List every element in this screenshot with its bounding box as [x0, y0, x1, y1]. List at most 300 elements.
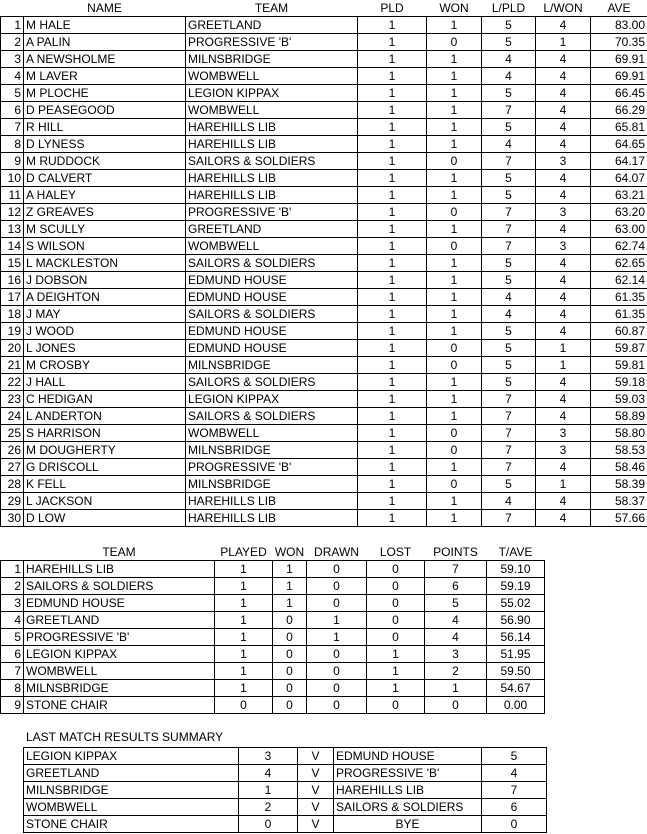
- team-cell: LEGION KIPPAX: [186, 391, 358, 408]
- away-score-cell: 4: [482, 765, 547, 782]
- ave-cell: 63.20: [591, 204, 647, 221]
- won-cell: 1: [427, 323, 482, 340]
- player-name-cell: M RUDDOCK: [24, 153, 186, 170]
- versus-cell: V: [298, 765, 334, 782]
- player-name-cell: M CROSBY: [24, 357, 186, 374]
- team-cell: SAILORS & SOLDIERS: [186, 255, 358, 272]
- lwon-cell: 1: [536, 340, 591, 357]
- team-cell: WOMBWELL: [186, 68, 358, 85]
- lpld-cell: 4: [482, 51, 536, 68]
- averages-row: [1, 51, 647, 68]
- drawn-cell: 1: [307, 629, 367, 646]
- played-cell: 1: [215, 612, 273, 629]
- team-cell: WOMBWELL: [186, 238, 358, 255]
- pld-cell: 1: [358, 187, 427, 204]
- lwon-cell: 4: [536, 408, 591, 425]
- results-table: [23, 747, 547, 833]
- lpld-cell: 5: [482, 85, 536, 102]
- team-cell: HAREHILLS LIB: [186, 170, 358, 187]
- player-name-cell: L JACKSON: [24, 493, 186, 510]
- lpld-cell: 5: [482, 476, 536, 493]
- ave-cell: 58.46: [591, 459, 647, 476]
- rank-cell: 14: [1, 238, 24, 255]
- team-cell: PROGRESSIVE 'B': [24, 629, 215, 646]
- rank-cell: 9: [1, 697, 24, 714]
- lwon-cell: 4: [536, 289, 591, 306]
- averages-header-ave: AVE: [607, 1, 631, 15]
- league-row: [1, 561, 545, 578]
- lpld-cell: 7: [482, 408, 536, 425]
- averages-row: [1, 136, 647, 153]
- league-header-row: [1, 544, 545, 561]
- averages-row: [1, 289, 647, 306]
- played-cell: 0: [215, 697, 273, 714]
- pld-cell: 1: [358, 459, 427, 476]
- rank-cell: 20: [1, 340, 24, 357]
- ave-cell: 59.18: [591, 374, 647, 391]
- player-name-cell: M DOUGHERTY: [24, 442, 186, 459]
- league-table: [0, 544, 545, 714]
- averages-row: [1, 442, 647, 459]
- team-cell: SAILORS & SOLDIERS: [24, 578, 215, 595]
- won-cell: 1: [427, 374, 482, 391]
- league-row: [1, 629, 545, 646]
- lwon-cell: 4: [536, 51, 591, 68]
- away-score-cell: 5: [482, 748, 547, 765]
- team-cell: PROGRESSIVE 'B': [186, 459, 358, 476]
- lost-cell: 0: [367, 595, 425, 612]
- lwon-cell: 4: [536, 391, 591, 408]
- won-cell: 1: [427, 51, 482, 68]
- league-header-team: TEAM: [102, 545, 136, 559]
- lpld-cell: 7: [482, 459, 536, 476]
- league-header-tave: T/AVE: [498, 545, 533, 559]
- league-row: [1, 612, 545, 629]
- lpld-cell: 7: [482, 204, 536, 221]
- pld-cell: 1: [358, 425, 427, 442]
- pld-cell: 1: [358, 306, 427, 323]
- player-name-cell: M HALE: [24, 17, 186, 34]
- rank-cell: 5: [1, 85, 24, 102]
- player-name-cell: J WOOD: [24, 323, 186, 340]
- won-cell: 0: [427, 340, 482, 357]
- pld-cell: 1: [358, 238, 427, 255]
- pld-cell: 1: [358, 68, 427, 85]
- points-cell: 4: [425, 629, 487, 646]
- player-name-cell: A PALIN: [24, 34, 186, 51]
- ave-cell: 64.65: [591, 136, 647, 153]
- averages-row: [1, 17, 647, 34]
- rank-cell: 19: [1, 323, 24, 340]
- rank-cell: 22: [1, 374, 24, 391]
- team-cell: MILNSBRIDGE: [186, 51, 358, 68]
- team-cell: SAILORS & SOLDIERS: [186, 374, 358, 391]
- team-cell: GREETLAND: [186, 17, 358, 34]
- averages-body: [1, 17, 647, 527]
- rank-cell: 2: [1, 34, 24, 51]
- player-name-cell: Z GREAVES: [24, 204, 186, 221]
- rank-cell: 6: [1, 102, 24, 119]
- averages-row: [1, 170, 647, 187]
- won-cell: 1: [427, 170, 482, 187]
- rank-cell: 7: [1, 119, 24, 136]
- pld-cell: 1: [358, 493, 427, 510]
- team-cell: MILNSBRIDGE: [186, 357, 358, 374]
- won-cell: 1: [427, 102, 482, 119]
- lpld-cell: 7: [482, 425, 536, 442]
- ave-cell: 62.14: [591, 272, 647, 289]
- won-cell: 1: [427, 272, 482, 289]
- rank-cell: 8: [1, 136, 24, 153]
- rank-cell: 29: [1, 493, 24, 510]
- lwon-cell: 4: [536, 170, 591, 187]
- played-cell: 1: [215, 646, 273, 663]
- lpld-cell: 4: [482, 493, 536, 510]
- results-body: [24, 748, 547, 833]
- team-cell: SAILORS & SOLDIERS: [186, 153, 358, 170]
- won-cell: 0: [427, 476, 482, 493]
- ave-cell: 58.80: [591, 425, 647, 442]
- home-team-cell: WOMBWELL: [24, 799, 239, 816]
- team-cell: MILNSBRIDGE: [186, 442, 358, 459]
- averages-row: [1, 68, 647, 85]
- won-cell: 0: [427, 34, 482, 51]
- league-row: [1, 697, 545, 714]
- pld-cell: 1: [358, 34, 427, 51]
- lwon-cell: 3: [536, 425, 591, 442]
- averages-row: [1, 357, 647, 374]
- points-cell: 5: [425, 595, 487, 612]
- player-name-cell: D PEASEGOOD: [24, 102, 186, 119]
- lwon-cell: 3: [536, 238, 591, 255]
- lpld-cell: 7: [482, 238, 536, 255]
- player-name-cell: K FELL: [24, 476, 186, 493]
- lost-cell: 1: [367, 663, 425, 680]
- won-cell: 1: [427, 306, 482, 323]
- pld-cell: 1: [358, 408, 427, 425]
- lwon-cell: 3: [536, 153, 591, 170]
- rank-cell: 4: [1, 612, 24, 629]
- lwon-cell: 4: [536, 374, 591, 391]
- ave-cell: 62.65: [591, 255, 647, 272]
- rank-cell: 6: [1, 646, 24, 663]
- player-name-cell: L ANDERTON: [24, 408, 186, 425]
- lpld-cell: 5: [482, 255, 536, 272]
- averages-row: [1, 340, 647, 357]
- rank-cell: 8: [1, 680, 24, 697]
- rank-cell: 30: [1, 510, 24, 527]
- won-cell: 1: [273, 578, 307, 595]
- tave-cell: 56.14: [487, 629, 545, 646]
- rank-cell: 1: [1, 17, 24, 34]
- team-cell: HAREHILLS LIB: [186, 136, 358, 153]
- team-cell: MILNSBRIDGE: [24, 680, 215, 697]
- averages-row: [1, 425, 647, 442]
- player-name-cell: J DOBSON: [24, 272, 186, 289]
- lost-cell: 0: [367, 561, 425, 578]
- tave-cell: 55.02: [487, 595, 545, 612]
- pld-cell: 1: [358, 476, 427, 493]
- won-cell: 0: [427, 425, 482, 442]
- lpld-cell: 4: [482, 289, 536, 306]
- home-score-cell: 3: [239, 748, 298, 765]
- ave-cell: 61.35: [591, 306, 647, 323]
- averages-header-lwon: L/WON: [543, 1, 583, 15]
- tave-cell: 51.95: [487, 646, 545, 663]
- lpld-cell: 5: [482, 34, 536, 51]
- pld-cell: 1: [358, 170, 427, 187]
- ave-cell: 62.74: [591, 238, 647, 255]
- pld-cell: 1: [358, 102, 427, 119]
- tave-cell: 54.67: [487, 680, 545, 697]
- lpld-cell: 7: [482, 102, 536, 119]
- result-row: [24, 799, 547, 816]
- won-cell: 1: [427, 459, 482, 476]
- rank-cell: 24: [1, 408, 24, 425]
- lost-cell: 0: [367, 629, 425, 646]
- lwon-cell: 4: [536, 272, 591, 289]
- won-cell: 0: [273, 646, 307, 663]
- ave-cell: 66.45: [591, 85, 647, 102]
- ave-cell: 63.00: [591, 221, 647, 238]
- away-score-cell: 7: [482, 782, 547, 799]
- rank-cell: 7: [1, 663, 24, 680]
- home-score-cell: 2: [239, 799, 298, 816]
- away-team-cell: PROGRESSIVE 'B': [334, 765, 482, 782]
- averages-row: [1, 510, 647, 527]
- rank-cell: 27: [1, 459, 24, 476]
- pld-cell: 1: [358, 289, 427, 306]
- league-header-played: PLAYED: [220, 545, 267, 559]
- home-team-cell: STONE CHAIR: [24, 816, 239, 833]
- ave-cell: 57.66: [591, 510, 647, 527]
- rank-cell: 13: [1, 221, 24, 238]
- versus-cell: V: [298, 748, 334, 765]
- rank-cell: 5: [1, 629, 24, 646]
- player-name-cell: J MAY: [24, 306, 186, 323]
- result-row: [24, 782, 547, 799]
- home-score-cell: 4: [239, 765, 298, 782]
- pld-cell: 1: [358, 153, 427, 170]
- team-cell: EDMUND HOUSE: [24, 595, 215, 612]
- played-cell: 1: [215, 595, 273, 612]
- pld-cell: 1: [358, 255, 427, 272]
- rank-cell: 11: [1, 187, 24, 204]
- league-row: [1, 646, 545, 663]
- won-cell: 0: [273, 612, 307, 629]
- ave-cell: 70.35: [591, 34, 647, 51]
- lpld-cell: 7: [482, 221, 536, 238]
- drawn-cell: 0: [307, 578, 367, 595]
- lwon-cell: 4: [536, 17, 591, 34]
- lpld-cell: 5: [482, 17, 536, 34]
- averages-row: [1, 204, 647, 221]
- ave-cell: 69.91: [591, 51, 647, 68]
- rank-cell: 26: [1, 442, 24, 459]
- drawn-cell: 0: [307, 561, 367, 578]
- rank-cell: 9: [1, 153, 24, 170]
- averages-row: [1, 408, 647, 425]
- won-cell: 1: [427, 391, 482, 408]
- lwon-cell: 4: [536, 68, 591, 85]
- away-team-cell: HAREHILLS LIB: [334, 782, 482, 799]
- lost-cell: 1: [367, 646, 425, 663]
- away-team-cell: BYE: [334, 816, 482, 833]
- averages-row: [1, 272, 647, 289]
- pld-cell: 1: [358, 340, 427, 357]
- lpld-cell: 5: [482, 340, 536, 357]
- ave-cell: 58.89: [591, 408, 647, 425]
- drawn-cell: 0: [307, 697, 367, 714]
- points-cell: 0: [425, 697, 487, 714]
- ave-cell: 58.37: [591, 493, 647, 510]
- points-cell: 3: [425, 646, 487, 663]
- lwon-cell: 1: [536, 476, 591, 493]
- averages-header-team: TEAM: [254, 1, 289, 15]
- won-cell: 0: [273, 663, 307, 680]
- lpld-cell: 5: [482, 187, 536, 204]
- team-cell: MILNSBRIDGE: [186, 476, 358, 493]
- lwon-cell: 4: [536, 493, 591, 510]
- won-cell: 0: [427, 238, 482, 255]
- league-header-won: WON: [274, 545, 305, 559]
- player-name-cell: A DEIGHTON: [24, 289, 186, 306]
- rank-cell: 15: [1, 255, 24, 272]
- lwon-cell: 4: [536, 85, 591, 102]
- points-cell: 6: [425, 578, 487, 595]
- pld-cell: 1: [358, 510, 427, 527]
- averages-row: [1, 85, 647, 102]
- versus-cell: V: [298, 799, 334, 816]
- played-cell: 1: [215, 680, 273, 697]
- team-cell: GREETLAND: [24, 612, 215, 629]
- home-score-cell: 0: [239, 816, 298, 833]
- player-name-cell: A HALEY: [24, 187, 186, 204]
- team-cell: HAREHILLS LIB: [186, 493, 358, 510]
- league-row: [1, 595, 545, 612]
- won-cell: 1: [273, 595, 307, 612]
- team-cell: EDMUND HOUSE: [186, 340, 358, 357]
- team-cell: LEGION KIPPAX: [24, 646, 215, 663]
- won-cell: 1: [427, 221, 482, 238]
- player-name-cell: J HALL: [24, 374, 186, 391]
- lpld-cell: 7: [482, 391, 536, 408]
- tave-cell: 59.50: [487, 663, 545, 680]
- player-name-cell: L MACKLESTON: [24, 255, 186, 272]
- versus-cell: V: [298, 816, 334, 833]
- ave-cell: 63.21: [591, 187, 647, 204]
- lwon-cell: 3: [536, 204, 591, 221]
- lwon-cell: 4: [536, 323, 591, 340]
- averages-row: [1, 476, 647, 493]
- lwon-cell: 4: [536, 102, 591, 119]
- averages-row: [1, 238, 647, 255]
- result-row: [24, 765, 547, 782]
- player-name-cell: L JONES: [24, 340, 186, 357]
- league-header-pos: [1, 544, 24, 561]
- lwon-cell: 4: [536, 187, 591, 204]
- won-cell: 1: [427, 68, 482, 85]
- results-title: LAST MATCH RESULTS SUMMARY: [26, 730, 224, 744]
- averages-row: [1, 187, 647, 204]
- ave-cell: 69.91: [591, 68, 647, 85]
- pld-cell: 1: [358, 51, 427, 68]
- away-team-cell: EDMUND HOUSE: [334, 748, 482, 765]
- pld-cell: 1: [358, 391, 427, 408]
- league-row: [1, 680, 545, 697]
- pld-cell: 1: [358, 119, 427, 136]
- averages-row: [1, 34, 647, 51]
- ave-cell: 59.81: [591, 357, 647, 374]
- drawn-cell: 0: [307, 595, 367, 612]
- ave-cell: 59.03: [591, 391, 647, 408]
- lpld-cell: 7: [482, 153, 536, 170]
- home-score-cell: 1: [239, 782, 298, 799]
- won-cell: 0: [427, 153, 482, 170]
- lpld-cell: 5: [482, 374, 536, 391]
- league-row: [1, 663, 545, 680]
- lost-cell: 0: [367, 612, 425, 629]
- won-cell: 1: [427, 85, 482, 102]
- lpld-cell: 5: [482, 323, 536, 340]
- team-cell: EDMUND HOUSE: [186, 323, 358, 340]
- league-header-points: POINTS: [433, 545, 478, 559]
- team-cell: PROGRESSIVE 'B': [186, 34, 358, 51]
- averages-header-won: WON: [439, 1, 469, 15]
- pld-cell: 1: [358, 136, 427, 153]
- lpld-cell: 4: [482, 136, 536, 153]
- player-name-cell: M SCULLY: [24, 221, 186, 238]
- averages-row: [1, 255, 647, 272]
- rank-cell: 16: [1, 272, 24, 289]
- won-cell: 1: [427, 187, 482, 204]
- team-cell: HAREHILLS LIB: [24, 561, 215, 578]
- player-name-cell: S HARRISON: [24, 425, 186, 442]
- points-cell: 4: [425, 612, 487, 629]
- rank-cell: 4: [1, 68, 24, 85]
- averages-header-pos: [1, 0, 24, 17]
- league-body: [1, 561, 545, 714]
- won-cell: 1: [427, 136, 482, 153]
- pld-cell: 1: [358, 442, 427, 459]
- lpld-cell: 5: [482, 357, 536, 374]
- result-row: [24, 748, 547, 765]
- lwon-cell: 1: [536, 357, 591, 374]
- lpld-cell: 5: [482, 119, 536, 136]
- points-cell: 1: [425, 680, 487, 697]
- player-name-cell: D LOW: [24, 510, 186, 527]
- drawn-cell: 0: [307, 646, 367, 663]
- team-cell: WOMBWELL: [186, 102, 358, 119]
- league-row: [1, 578, 545, 595]
- lwon-cell: 1: [536, 34, 591, 51]
- averages-row: [1, 493, 647, 510]
- won-cell: 0: [273, 697, 307, 714]
- averages-header-lpld: L/PLD: [491, 1, 526, 15]
- lwon-cell: 3: [536, 442, 591, 459]
- pld-cell: 1: [358, 323, 427, 340]
- ave-cell: 64.17: [591, 153, 647, 170]
- averages-header-row: [1, 0, 647, 17]
- averages-row: [1, 323, 647, 340]
- won-cell: 1: [427, 119, 482, 136]
- tave-cell: 59.19: [487, 578, 545, 595]
- rank-cell: 21: [1, 357, 24, 374]
- home-team-cell: LEGION KIPPAX: [24, 748, 239, 765]
- lpld-cell: 4: [482, 68, 536, 85]
- ave-cell: 59.87: [591, 340, 647, 357]
- team-cell: HAREHILLS LIB: [186, 119, 358, 136]
